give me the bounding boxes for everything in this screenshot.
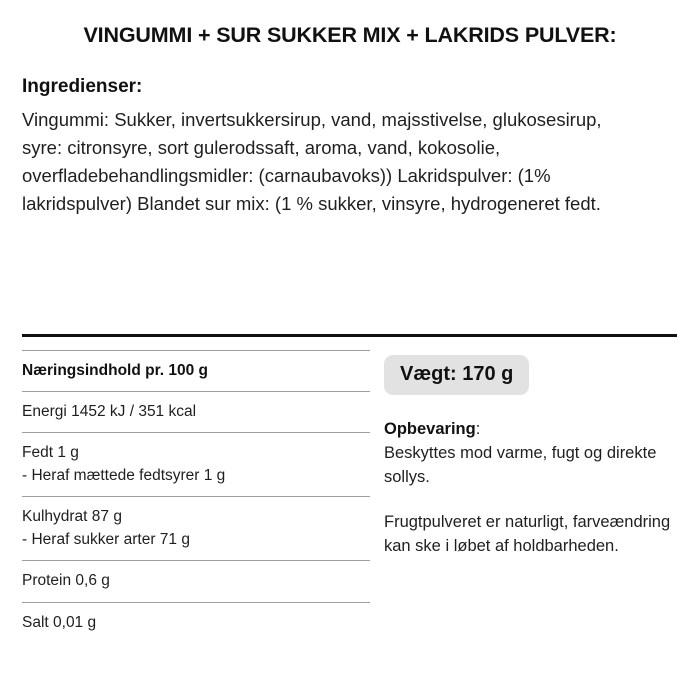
nutrition-subvalue: - Heraf mættede fedtsyrer 1 g [22,466,226,484]
storage-heading [384,418,678,441]
details-columns [22,350,678,643]
nutrition-table-header: Næringsindhold pr. 100 g [22,350,370,391]
table-row [22,432,370,496]
nutrition-value: Fedt 1 g [22,444,79,462]
table-row [22,350,370,391]
product-note: Frugtpulveret er naturligt, farveændring kan ske i løbet af holdbarheden. [384,513,671,555]
storage-section [384,418,678,489]
ingredients-section [22,75,678,218]
storage-colon: : [475,420,481,438]
ingredients-text: Vingummi: Sukker, invertsukkersirup, vand, majsstivelse, glukosesirup, syre: citronsyre, sort gulerodssaft, aroma, vand, kokosolie, overfladebehandlingsmidler: (carnaubavoks)) Lakridspulver: (1% lakridspulver) Blandet sur mix: (1 % sukker, vinsyre, hydrogeneret fedt. [22,108,602,214]
nutrition-table [22,350,370,643]
nutrition-value: Kulhydrat 87 g [22,508,122,526]
section-divider [22,334,677,337]
nutrition-value: Salt 0,01 g [22,613,97,631]
nutrition-column [22,350,370,643]
table-row [22,391,370,432]
storage-label: Opbevaring [384,420,476,438]
storage-text: Beskyttes mod varme, fugt og direkte sollys. [384,444,657,486]
table-row [22,560,370,601]
table-row [22,602,370,643]
ingredients-heading: Ingredienser: [22,75,143,97]
nutrition-value: Energi 1452 kJ / 351 kcal [22,403,197,420]
nutrition-value: Protein 0,6 g [22,572,110,590]
page-title: VINGUMMI + SUR SUKKER MIX + LAKRIDS PULVER: [83,23,617,47]
nutrition-subvalue: - Heraf sukker arter 71 g [22,530,190,548]
info-column [370,350,678,558]
table-row [22,496,370,560]
weight-badge: Vægt: 170 g [384,355,529,395]
